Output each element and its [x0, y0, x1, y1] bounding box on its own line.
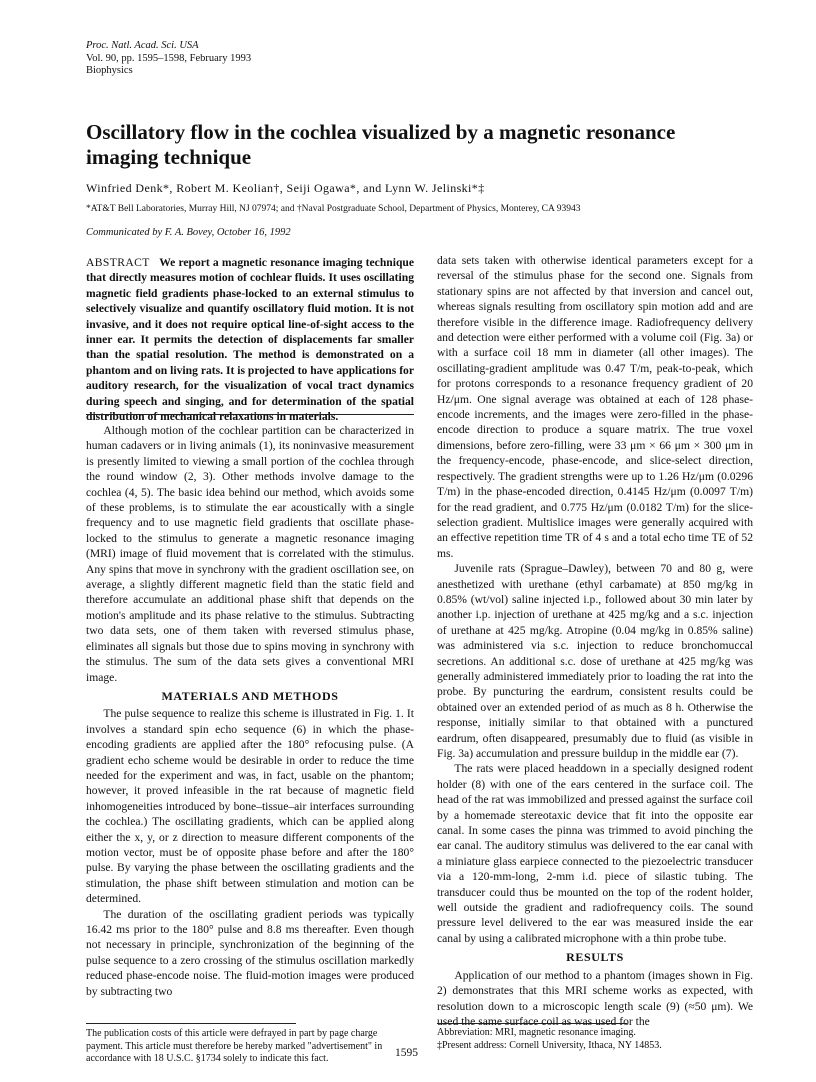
- right-paragraph-2: Juvenile rats (Sprague–Dawley), between 70 and 80 g, were anesthetized with urethane (ethyl carbamate) at 850 mg/kg in 0.85% (wt/vol) saline injected i.p., followed about 30 min later by another i.p. injection of urethane at 425 mg/kg and a s.c. injection of urethane at 425 mg/kg. Atropine (0.04 mg/kg in 0.85% saline) was administered via s.c. injection to reduce bronchomuccal secretions. An additional s.c. dose of urethane at 425 mg/kg was generally administered immediately prior to loading the rat into the probe. By puncturing the eardrum, consistent results could be obtained over an extended period of as much as 8 h. Otherwise the response, initially similar to that obtained with a punctured eardrum, often disappeared, presumably due to fluid (as visible in Fig. 3a) accumulation and pressure buildup in the middle ear (7).: [437, 562, 753, 760]
- abstract-divider: [86, 414, 414, 415]
- section-name: Biophysics: [86, 65, 133, 76]
- right-paragraph-1: data sets taken with otherwise identical parameters except for a reversal of the stimulus phase for the second one. Signals from stationary spins are not affected by that inversion and cancel out, whereas signals resulting from oscillatory spin motion add and are therefore visible in the difference image. Radiofrequency delivery and detection were either performed with a volume coil (Fig. 3a) or with a surface coil 18 mm in diameter (all other images). The oscillating-gradient amplitude was 0.47 T/m, peak-to-peak, which for protons corresponds to a resonance frequency gradient of 20 Hz/μm. One signal average was obtained at each of 128 phase-encode increments, and the images were zero-filled in the phase-encode direction to produce a square matrix. The true voxel dimensions, before zero-filling, were 33 μm × 66 μm × 300 μm in the frequency-encode, phase-encode, and slice-select direction, respectively. The gradient strengths were up to 1.26 Hz/μm (0.0296 T/m) in the phase-encoded direction, 0.4145 Hz/μm (0.0097 T/m) for the read gradient, and 0.775 Hz/μm (0.0182 T/m) for the slice-selection gradient. Multislice images were generally acquired with an effective repetition time TR of 4 s and a total echo time TE of 52 ms.: [437, 254, 753, 560]
- publication-cost-note: The publication costs of this article were defrayed in part by page charge payment. This article must therefore be hereby marked "advertisement" in accordance with 18 U.S.C. §1734 solely to indicate this fact.: [86, 1028, 383, 1064]
- author-list: Winfried Denk*, Robert M. Keolian†, Seiji Ogawa*, and Lynn W. Jelinski*‡: [86, 181, 485, 195]
- left-column: [86, 423, 414, 999]
- abstract: [86, 255, 414, 424]
- methods-paragraph-2: The duration of the oscillating gradient periods was typically 16.42 ms prior to the 180° pulse and 8.8 ms thereafter. Even though not necessary in principle, synchronization of the beginning of the pulse sequence to a zero crossing of the stimulus oscillation markedly reduced phase-encode noise. The fluid-motion images were produced by subtracting two: [86, 907, 414, 998]
- volume-line: Vol. 90, pp. 1595–1598, February 1993: [86, 52, 252, 64]
- intro-paragraph: Although motion of the cochlear partition can be characterized in human cadavers or in living animals (1), its noninvasive measurement is presently limited to viewing a small portion of the cochlea through the round window (2, 3). Other methods involve damage to the cochlea (4, 5). The basic idea behind our method, which avoids some of these problems, is to stimulate the ear acoustically with a single frequency and to use magnetic field gradients that oscillate phase-locked to the stimulus to generate a magnetic resonance imaging (MRI) image of fluid movement that is correlated with the stimulus. Any spins that move in synchrony with the gradient oscillation see, on average, a slightly different magnetic field than the static field and therefore accumulate an additional phase shift that depends on the motion's amplitude and its phase relative to the stimulus. Subtracting two data sets, one of them taken with reversed stimulus phase, eliminates all signals but those due to spins moving in synchrony with the stimulus. The sum of the data sets gives a conventional MRI image.: [86, 424, 414, 684]
- right-column: [437, 253, 753, 1029]
- methods-paragraph-1: The pulse sequence to realize this scheme is illustrated in Fig. 1. It involves a standard spin echo sequence (6) in which the phase-encoding gradients are applied after the 180° refocusing pulse. (A gradient echo scheme would be desirable in order to reduce the time needed for the experiment and was, in fact, usable on the phantom; however, it proved infeasible in the rat because of magnetic field inhomogeneities introduced by bone–tissue–air interfaces surrounding the cochlea.) The oscillating gradients, which can be applied along either the x, y, or z direction to measure different components of the motion vector, must be of opposite phase before and after the 180° pulse. By varying the phase between the oscillating gradients and the stimulation, the phase shift between stimulation and motion can be determined.: [86, 707, 414, 906]
- right-paragraph-3: The rats were placed headdown in a specially designed rodent holder (8) with one of the ears centered in the surface coil. The head of the rat was immobilized and pressed against the surface coil by a homemade stereotaxic device that fit into the opposite ear canal. In some cases the pinna was trimmed to avoid pinching the ear canal. The auditory stimulus was delivered to the ear canal with a miniature glass earpiece connected to the piezoelectric transducer via a 120-mm-long, 2-mm i.d. piece of silastic tubing. The transducer could thus be mounted on the top of the rodent holder, well outside the gradient and radiofrequency coils. The sound pressure level delivered to the ear was measured inside the ear canal by using a calibrated microphone with a thin probe tube.: [437, 762, 753, 945]
- present-address-note: ‡Present address: Cornell University, Ithaca, NY 14853.: [437, 1039, 662, 1051]
- footnote-divider-right: [437, 1023, 627, 1024]
- journal-name: Proc. Natl. Acad. Sci. USA: [86, 40, 199, 51]
- left-footnote: [86, 1028, 414, 1066]
- abbreviation-note: Abbreviation: MRI, magnetic resonance imaging.: [437, 1027, 636, 1038]
- results-paragraph-1: Application of our method to a phantom (images shown in Fig. 2) demonstrates that this MRI scheme works as expected, with resolution down to a microscopic length scale (9) (≈50 μm). We used the same surface coil as was used for the: [437, 968, 753, 1028]
- article-title: Oscillatory flow in the cochlea visualized by a magnetic resonance imaging technique: [86, 120, 676, 169]
- footnote-divider-left: [86, 1023, 296, 1024]
- page-number: 1595: [395, 1047, 418, 1059]
- methods-heading: MATERIALS AND METHODS: [161, 688, 339, 703]
- communicated-by: Communicated by F. A. Bovey, October 16, 1992: [86, 227, 291, 238]
- right-footnotes: [437, 1027, 753, 1052]
- journal-header: [86, 40, 251, 78]
- affiliation: *AT&T Bell Laboratories, Murray Hill, NJ 07974; and †Naval Postgraduate School, Department of Physics, Monterey, CA 93943: [86, 204, 581, 214]
- results-heading: RESULTS: [566, 950, 624, 965]
- abstract-text: We report a magnetic resonance imaging technique that directly measures motion of cochlear fluids. It uses oscillating magnetic field gradients phase-locked to an external stimulus to selectively visualize and quantify oscillatory fluid motion. It is not invasive, and it does not require optical line-of-sight access to the inner ear. It permits the detection of displacements far smaller than the spatial resolution. The method is demonstrated on a phantom and on living rats. It is projected to have applications for auditory research, for the visualization of vocal tract dynamics during speech and singing, and for determination of the spatial distribution of mechanical relaxations in materials.: [86, 256, 414, 424]
- abstract-label: ABSTRACT: [86, 256, 150, 269]
